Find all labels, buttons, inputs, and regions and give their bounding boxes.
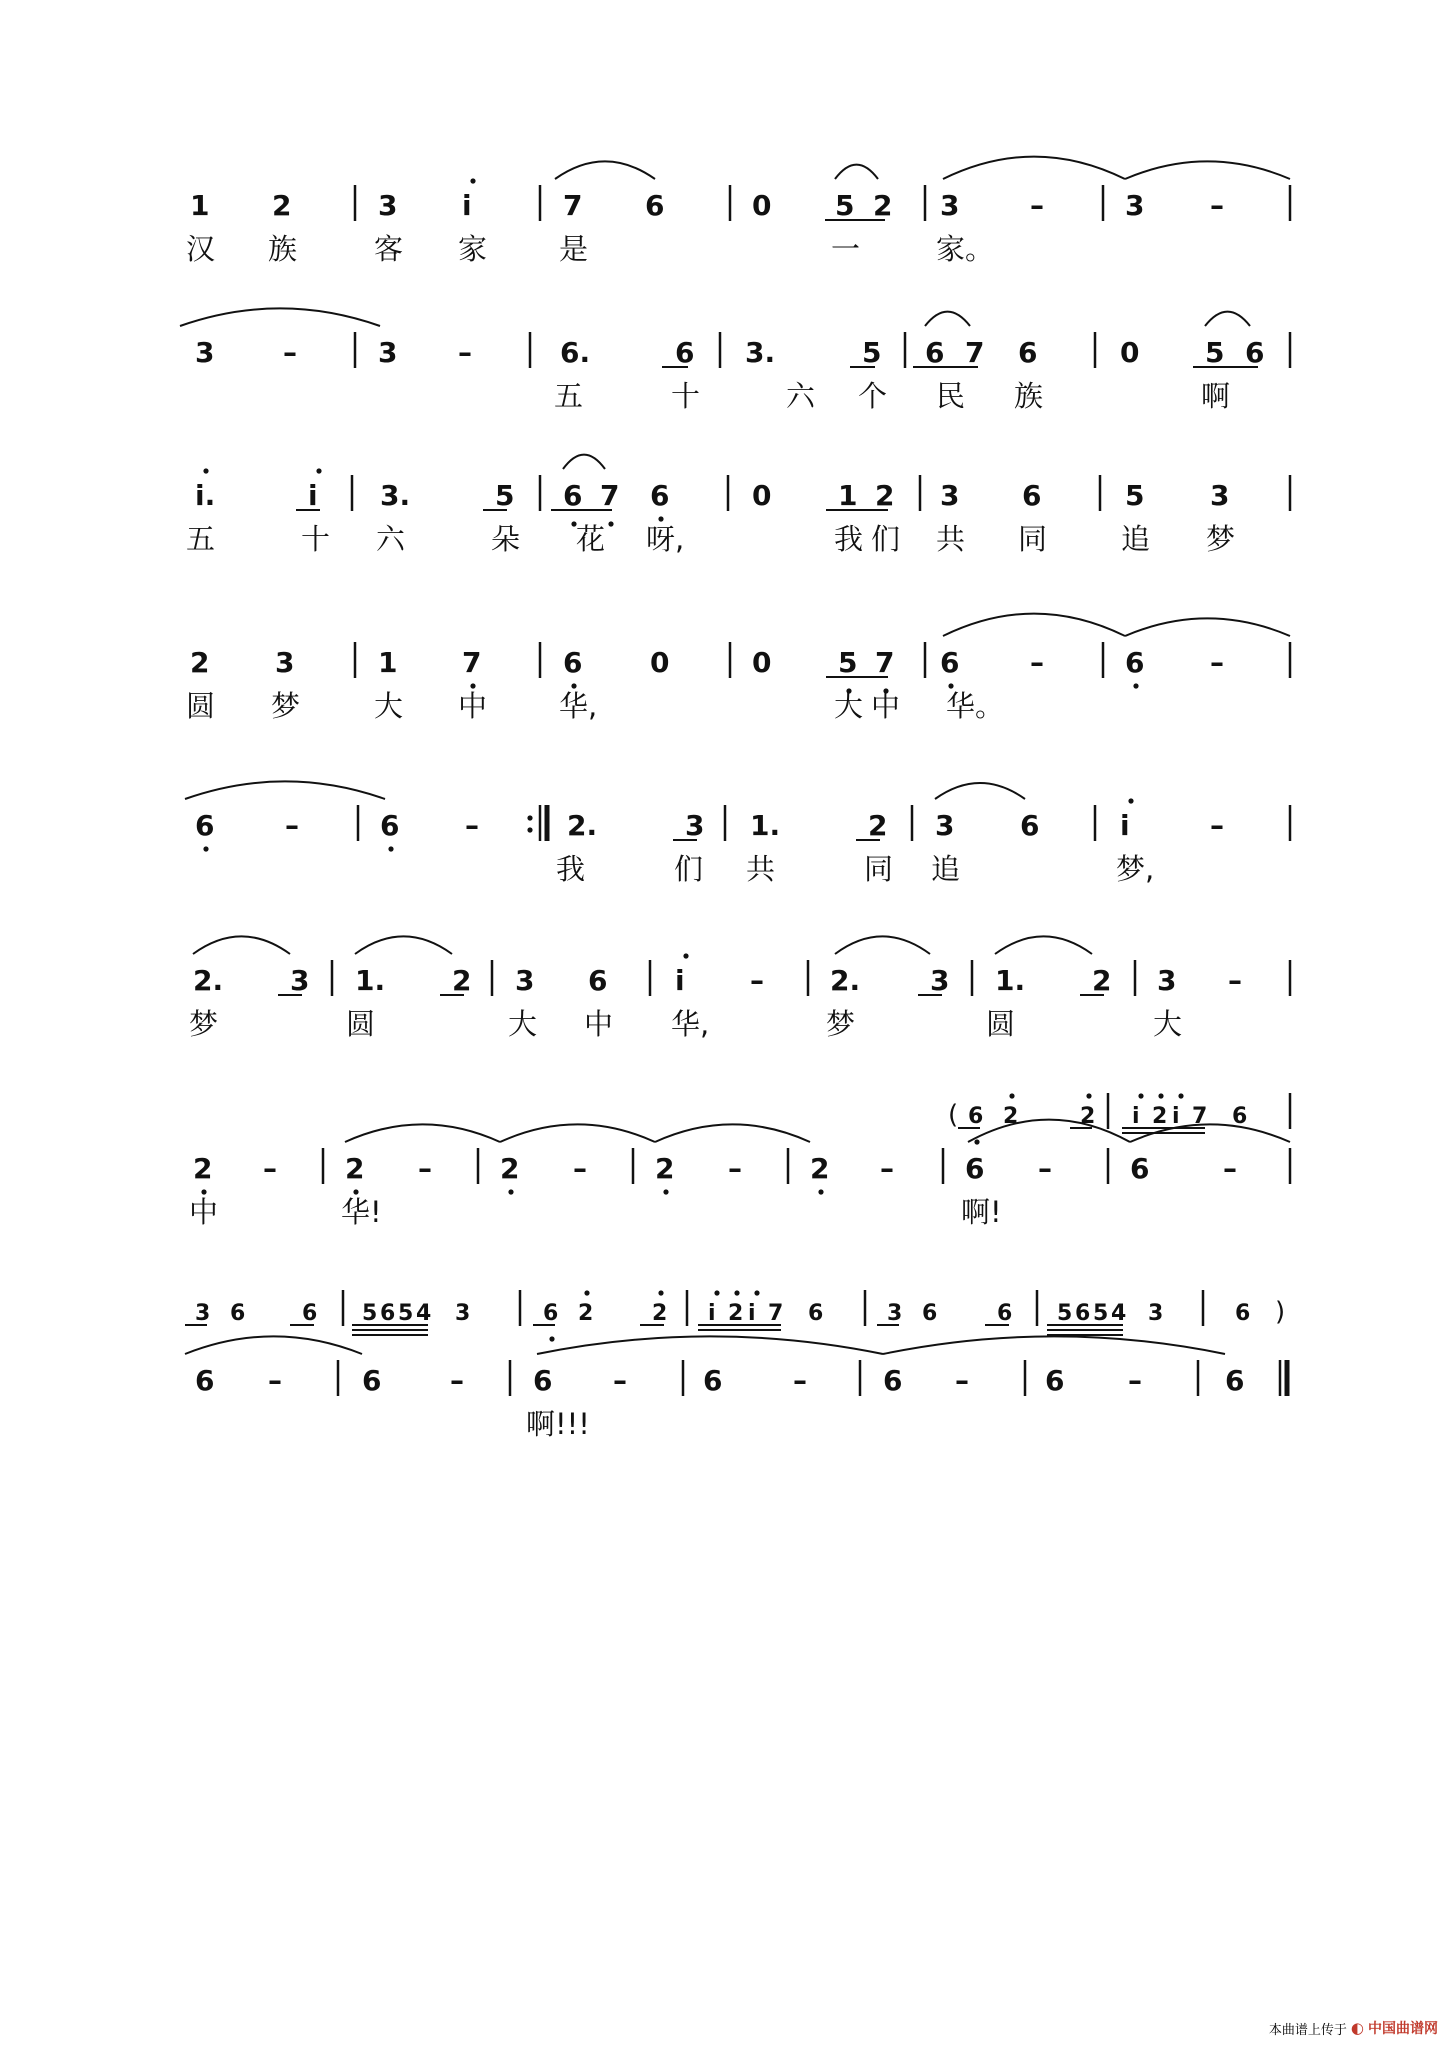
lyric-text: 民 (936, 379, 966, 413)
tie-slur (943, 614, 1125, 636)
tie-slur (555, 161, 655, 179)
octave-up-dot (470, 178, 475, 183)
note-numeral: 2 (1092, 964, 1112, 997)
note-numeral: – (880, 1152, 894, 1185)
tie-slur (185, 781, 385, 799)
note-numeral: 3 (930, 964, 950, 997)
tie-slur (1205, 312, 1250, 326)
note-numeral: 2. (193, 964, 224, 997)
octave-up-dot (1128, 798, 1133, 803)
octave-down-dot (818, 1189, 823, 1194)
note-numeral: 5 (1093, 1301, 1109, 1326)
note-numeral: 2 (1152, 1104, 1168, 1129)
lyric-text: 中 (584, 1007, 614, 1041)
octave-down-dot (508, 1189, 513, 1194)
note-numeral: – (1210, 189, 1224, 222)
note-numeral: 6 (1020, 809, 1040, 842)
note-numeral: – (1128, 1364, 1142, 1397)
note-numeral: 1 (378, 646, 398, 679)
lyric-text: 家。 (936, 232, 995, 266)
note-numeral: 6 (380, 1301, 396, 1326)
note-numeral: 5 (838, 646, 858, 679)
lyric-text: 花 (576, 522, 606, 556)
repeat-dot (527, 827, 532, 832)
lyric-text: 族 (1014, 379, 1044, 413)
note-numeral: 6 (922, 1301, 938, 1326)
lyric-text: 华, (671, 1007, 710, 1041)
note-numeral: – (1030, 646, 1044, 679)
note-numeral: 1 (838, 479, 858, 512)
lyric-text: 五 (554, 379, 584, 413)
lyric-text: 大 (508, 1007, 538, 1041)
note-numeral: 5 (862, 336, 882, 369)
note-numeral: 5 (362, 1301, 378, 1326)
note-numeral: 3 (290, 964, 310, 997)
lyric-text: 是 (559, 232, 589, 266)
lyric-text: 梦 (189, 1007, 219, 1041)
note-numeral: 3 (378, 189, 398, 222)
note-numeral: 6 (533, 1364, 553, 1397)
tie-slur (500, 1124, 655, 1142)
octave-up-dot (203, 468, 208, 473)
lyric-text: 个 (858, 379, 888, 413)
note-numeral: 2 (1003, 1104, 1019, 1129)
lyric-text: 共 (746, 852, 776, 886)
note-numeral: – (465, 809, 479, 842)
lyric-text: 啊 (1201, 379, 1231, 413)
note-numeral: 2. (567, 809, 598, 842)
octave-down-dot (658, 516, 663, 521)
note-numeral: – (728, 1152, 742, 1185)
octave-up-dot (1086, 1093, 1091, 1098)
note-numeral: 6 (230, 1301, 246, 1326)
note-numeral: 2 (578, 1301, 594, 1326)
note-numeral: – (458, 336, 472, 369)
note-numeral: 3 (515, 964, 535, 997)
octave-up-dot (1178, 1093, 1183, 1098)
site-logo-text: 中国曲谱网 (1368, 2021, 1438, 2037)
note-numeral: 2 (875, 479, 895, 512)
lyric-text: 大 (374, 689, 404, 723)
note-numeral: i (462, 189, 472, 222)
note-numeral: 2 (868, 809, 888, 842)
octave-up-dot (714, 1290, 719, 1295)
note-numeral: 3. (380, 479, 411, 512)
octave-down-dot (948, 683, 953, 688)
note-numeral: – (1223, 1152, 1237, 1185)
note-numeral: 5 (835, 189, 855, 222)
lyric-text: 六 (376, 522, 406, 556)
lyric-text: 圆 (186, 689, 216, 723)
lyric-text: 客 (374, 232, 404, 266)
octave-down-dot (201, 1189, 206, 1194)
lyric-text: 啊!!! (526, 1407, 590, 1441)
note-numeral: 6 (302, 1301, 318, 1326)
lyric-text: 五 (186, 522, 216, 556)
note-numeral: 0 (752, 646, 772, 679)
tie-slur (563, 455, 605, 469)
lyric-text: 我 (556, 852, 586, 886)
lyric-text: 中 (458, 689, 488, 723)
note-numeral: – (418, 1152, 432, 1185)
tie-slur (345, 1124, 500, 1142)
tie-slur (835, 936, 930, 954)
note-numeral: 7 (600, 479, 620, 512)
note-numeral: i (675, 964, 685, 997)
note-numeral: 6 (808, 1301, 824, 1326)
lyric-text: 同 (864, 852, 894, 886)
note-numeral: – (450, 1364, 464, 1397)
lyric-text: 朵 (491, 522, 521, 556)
footer-text: 本曲谱上传于 (1268, 2022, 1347, 2038)
note-numeral: 6. (560, 336, 591, 369)
footer-credit (1269, 2018, 1438, 2038)
note-numeral: 6 (1022, 479, 1042, 512)
note-numeral: 6 (543, 1301, 559, 1326)
tie-slur (925, 312, 970, 326)
note-numeral: i (1120, 809, 1130, 842)
note-numeral: 1. (355, 964, 386, 997)
note-numeral: 6 (675, 336, 695, 369)
tie-slur (1125, 618, 1290, 636)
parenthesis: ) (1275, 1297, 1286, 1327)
note-numeral: 6 (362, 1364, 382, 1397)
note-numeral: 6 (1232, 1104, 1248, 1129)
note-numeral: 2 (655, 1152, 675, 1185)
lyric-text: 大 (834, 689, 864, 723)
note-numeral: 6 (940, 646, 960, 679)
octave-down-dot (203, 846, 208, 851)
note-numeral: 3 (1148, 1301, 1164, 1326)
lyric-text: 十 (301, 522, 331, 556)
note-numeral: 6 (1245, 336, 1265, 369)
note-numeral: 2 (652, 1301, 668, 1326)
note-numeral: 6 (563, 479, 583, 512)
note-numeral: 7 (462, 646, 482, 679)
octave-down-dot (353, 1189, 358, 1194)
note-numeral: 6 (380, 809, 400, 842)
note-numeral: 3 (275, 646, 295, 679)
lyric-text: 汉 (186, 232, 216, 266)
tie-slur (1125, 161, 1290, 179)
note-numeral: – (1228, 964, 1242, 997)
note-numeral: 6 (997, 1301, 1013, 1326)
tie-slur (835, 165, 878, 179)
lyric-text: 华。 (946, 689, 1005, 723)
octave-down-dot (974, 1139, 979, 1144)
note-numeral: 3 (940, 189, 960, 222)
note-numeral: 3 (685, 809, 705, 842)
lyric-text: 一 (831, 232, 861, 266)
note-numeral: 5 (1057, 1301, 1073, 1326)
lyric-text: 家 (458, 232, 488, 266)
lyric-text: 梦 (1206, 522, 1236, 556)
note-numeral: 3 (940, 479, 960, 512)
note-numeral: 2 (810, 1152, 830, 1185)
note-numeral: 2 (190, 646, 210, 679)
note-numeral: 1 (190, 189, 210, 222)
note-numeral: i. (195, 479, 216, 512)
note-numeral: 7 (563, 189, 583, 222)
tie-slur (935, 783, 1025, 799)
octave-down-dot (663, 1189, 668, 1194)
note-numeral: i (1132, 1104, 1140, 1129)
repeat-dot (527, 815, 532, 820)
note-numeral: 6 (1235, 1301, 1251, 1326)
note-numeral: – (1210, 646, 1224, 679)
note-numeral: i (1172, 1104, 1180, 1129)
note-numeral: 6 (1018, 336, 1038, 369)
note-numeral: – (1030, 189, 1044, 222)
tie-slur (968, 1120, 1130, 1142)
note-numeral: 7 (1192, 1104, 1208, 1129)
note-numeral: – (268, 1364, 282, 1397)
parenthesis: ( (948, 1100, 959, 1130)
octave-down-dot (608, 521, 613, 526)
note-numeral: 3 (1210, 479, 1230, 512)
lyric-text: 圆 (346, 1007, 376, 1041)
note-numeral: 2 (873, 189, 893, 222)
note-numeral: – (750, 964, 764, 997)
octave-down-dot (549, 1336, 554, 1341)
lyric-text: 华, (559, 689, 598, 723)
note-numeral: 7 (965, 336, 985, 369)
note-numeral: 6 (968, 1104, 984, 1129)
note-numeral: 3 (455, 1301, 471, 1326)
lyric-text: 大 (1153, 1007, 1183, 1041)
note-numeral: 6 (1075, 1301, 1091, 1326)
note-numeral: i (308, 479, 318, 512)
note-numeral: 6 (883, 1364, 903, 1397)
tie-slur (537, 1336, 883, 1354)
note-numeral: 5 (1205, 336, 1225, 369)
tie-slur (185, 1336, 362, 1354)
octave-up-dot (1009, 1093, 1014, 1098)
note-numeral: 6 (1125, 646, 1145, 679)
note-numeral: 4 (416, 1301, 432, 1326)
lyric-text: 们 (674, 852, 704, 886)
note-numeral: 6 (1225, 1364, 1245, 1397)
lyric-text: 族 (268, 232, 298, 266)
note-numeral: 3 (935, 809, 955, 842)
octave-down-dot (470, 683, 475, 688)
lyric-text: 我 (834, 522, 864, 556)
lyric-text: 追 (931, 852, 961, 886)
note-numeral: 6 (965, 1152, 985, 1185)
lyric-text: 啊! (961, 1195, 1002, 1229)
note-numeral: 3 (887, 1301, 903, 1326)
note-numeral: 6 (588, 964, 608, 997)
lyric-text: 共 (936, 522, 966, 556)
note-numeral: 7 (768, 1301, 784, 1326)
note-numeral: 2 (272, 189, 292, 222)
lyric-text: 梦 (271, 689, 301, 723)
note-numeral: 0 (650, 646, 670, 679)
lyric-text: 追 (1121, 522, 1151, 556)
note-numeral: i (748, 1301, 756, 1326)
note-numeral: 6 (1045, 1364, 1065, 1397)
octave-down-dot (1133, 683, 1138, 688)
note-numeral: 2. (830, 964, 861, 997)
tie-slur (655, 1124, 810, 1142)
note-numeral: 3 (1125, 189, 1145, 222)
note-numeral: 2 (500, 1152, 520, 1185)
tie-slur (193, 936, 290, 954)
lyric-text: 中 (189, 1195, 219, 1229)
site-logo-icon: ◐ (1350, 2019, 1364, 2037)
lyric-text: 们 (871, 522, 901, 556)
tie-slur (180, 308, 380, 326)
note-numeral: 0 (752, 479, 772, 512)
note-numeral: 6 (925, 336, 945, 369)
octave-down-dot (388, 846, 393, 851)
note-numeral: 5 (1125, 479, 1145, 512)
octave-up-dot (683, 953, 688, 958)
octave-up-dot (316, 468, 321, 473)
octave-up-dot (734, 1290, 739, 1295)
note-numeral: – (793, 1364, 807, 1397)
note-numeral: – (613, 1364, 627, 1397)
note-numeral: 3 (195, 1301, 211, 1326)
lyric-text: 梦 (826, 1007, 856, 1041)
octave-up-dot (584, 1290, 589, 1295)
note-numeral: 1. (995, 964, 1026, 997)
note-numeral: – (263, 1152, 277, 1185)
octave-up-dot (658, 1290, 663, 1295)
note-numeral: 3 (378, 336, 398, 369)
note-numeral: 4 (1111, 1301, 1127, 1326)
note-numeral: 6 (703, 1364, 723, 1397)
note-numeral: – (283, 336, 297, 369)
note-numeral: – (1038, 1152, 1052, 1185)
note-numeral: 6 (563, 646, 583, 679)
note-numeral: 2 (193, 1152, 213, 1185)
note-numeral: 3 (1157, 964, 1177, 997)
note-numeral: – (1210, 809, 1224, 842)
note-numeral: 5 (398, 1301, 414, 1326)
lyric-text: 梦, (1116, 852, 1155, 886)
lyric-text: 十 (671, 379, 701, 413)
tie-slur (883, 1336, 1225, 1354)
note-numeral: – (573, 1152, 587, 1185)
octave-up-dot (1138, 1093, 1143, 1098)
lyric-text: 圆 (986, 1007, 1016, 1041)
octave-down-dot (571, 683, 576, 688)
note-numeral: 3. (745, 336, 776, 369)
note-numeral: 1. (750, 809, 781, 842)
lyric-text: 呀, (646, 522, 685, 556)
octave-up-dot (754, 1290, 759, 1295)
lyric-text: 同 (1018, 522, 1048, 556)
note-numeral: 6 (195, 1364, 215, 1397)
tie-slur (943, 157, 1125, 179)
note-numeral: 6 (1130, 1152, 1150, 1185)
note-numeral: 3 (195, 336, 215, 369)
note-numeral: – (955, 1364, 969, 1397)
note-numeral: – (285, 809, 299, 842)
octave-up-dot (1158, 1093, 1163, 1098)
lyric-text: 华! (341, 1195, 382, 1229)
note-numeral: 2 (728, 1301, 744, 1326)
note-numeral: 2 (345, 1152, 365, 1185)
tie-slur (995, 936, 1092, 954)
note-numeral: 5 (495, 479, 515, 512)
note-numeral: 6 (645, 189, 665, 222)
tie-slur (355, 936, 452, 954)
note-numeral: 6 (650, 479, 670, 512)
note-numeral: i (708, 1301, 716, 1326)
note-numeral: 2 (452, 964, 472, 997)
note-numeral: 0 (1120, 336, 1140, 369)
lyric-text: 中 (871, 689, 901, 723)
note-numeral: 7 (875, 646, 895, 679)
note-numeral: 6 (195, 809, 215, 842)
note-numeral: 2 (1080, 1104, 1096, 1129)
note-numeral: 0 (752, 189, 772, 222)
lyric-text: 六 (786, 379, 816, 413)
